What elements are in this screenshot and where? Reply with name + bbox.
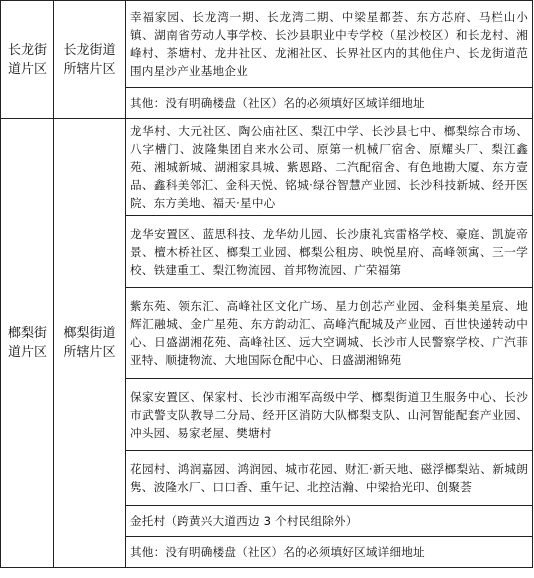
coverage-text: 龙华安置区、蓝思科技、龙华幼儿园、长沙康礼宾雷格学校、豪庭、凯旋帝景、檀木桥社区、榔梨工业园、榔梨公租房、映悦星府、高峰领寓、三一学校、铁建重工、梨江物流园、首邦物流园、广荣福第 — [126, 216, 533, 288]
other-note: 其他：没有明确楼盘（社区）名的必须填好区域详细地址 — [126, 537, 533, 568]
other-note: 其他：没有明确楼盘（社区）名的必须填好区域详细地址 — [126, 88, 533, 119]
coverage-text: 金托村（跨黄兴大道西边 3 个村民组除外） — [126, 506, 533, 537]
coverage-text: 幸福家园、长龙湾一期、长龙湾二期、中梁星都荟、东方芯府、马栏山小镇、湖南省劳动人事学校、长沙县职业中专学校（星沙校区）和长龙村、湘峰村、茶塘村、龙井社区、龙湘社区、长界社区内的其他住户、长龙街道范围内星沙产业基地企业 — [126, 1, 533, 88]
area-cell — [1, 119, 54, 568]
sub-area-name: 榔梨街道所辖片区 — [63, 326, 116, 360]
sub-area-cell — [54, 119, 126, 568]
area-cell — [1, 1, 54, 119]
coverage-text: 保家安置区、保家村、长沙市湘军高级中学、榔梨街道卫生服务中心、长沙市武警支队教导二分局、经开区消防大队榔梨支队、山河智能配套产业园、冲头园、易家老屋、樊塘村 — [126, 379, 533, 451]
table-row — [1, 1, 533, 88]
table-row — [1, 119, 533, 216]
area-name: 长龙街道片区 — [7, 42, 47, 77]
area-name: 榔梨街道片区 — [7, 326, 47, 360]
coverage-text: 花园村、鸿润嘉园、鸿润园、城市花园、财汇·新天地、磁浮榔梨站、新城朗隽、波隆水厂、口口香、重午记、北控洁瀚、中梁拾光印、创聚荟 — [126, 451, 533, 506]
sub-area-cell — [54, 1, 126, 119]
coverage-text: 紫东苑、领东汇、高峰社区文化广场、星力创芯产业园、金科集美星宸、地辉汇融城、金广星苑、东方韵动汇、高峰汽配城及产业园、百世快递转动中心、日盛湖湘花苑、高峰社区、远大空调城、长沙市人民警察学校、广汽菲亚特、顺捷物流、大地国际仓配中心、日盛湖湘锦苑 — [126, 288, 533, 379]
sub-area-name: 长龙街道所辖片区 — [63, 42, 116, 77]
coverage-text: 龙华村、大元社区、陶公庙社区、梨江中学、长沙县七中、榔梨综合市场、八字槽门、波隆集团自来水公司、原第一机械厂宿舍、原耀头厂、梨江鑫苑、湘城新城、湖湘家具城、紫恩路、二汽配宿舍、有色地勘大厦、东方壹品、鑫科美邻汇、金科天悦、铭城·绿谷智慧产业园、长沙科技新城、经开医院、东方美地、福天·星中心 — [126, 119, 533, 216]
